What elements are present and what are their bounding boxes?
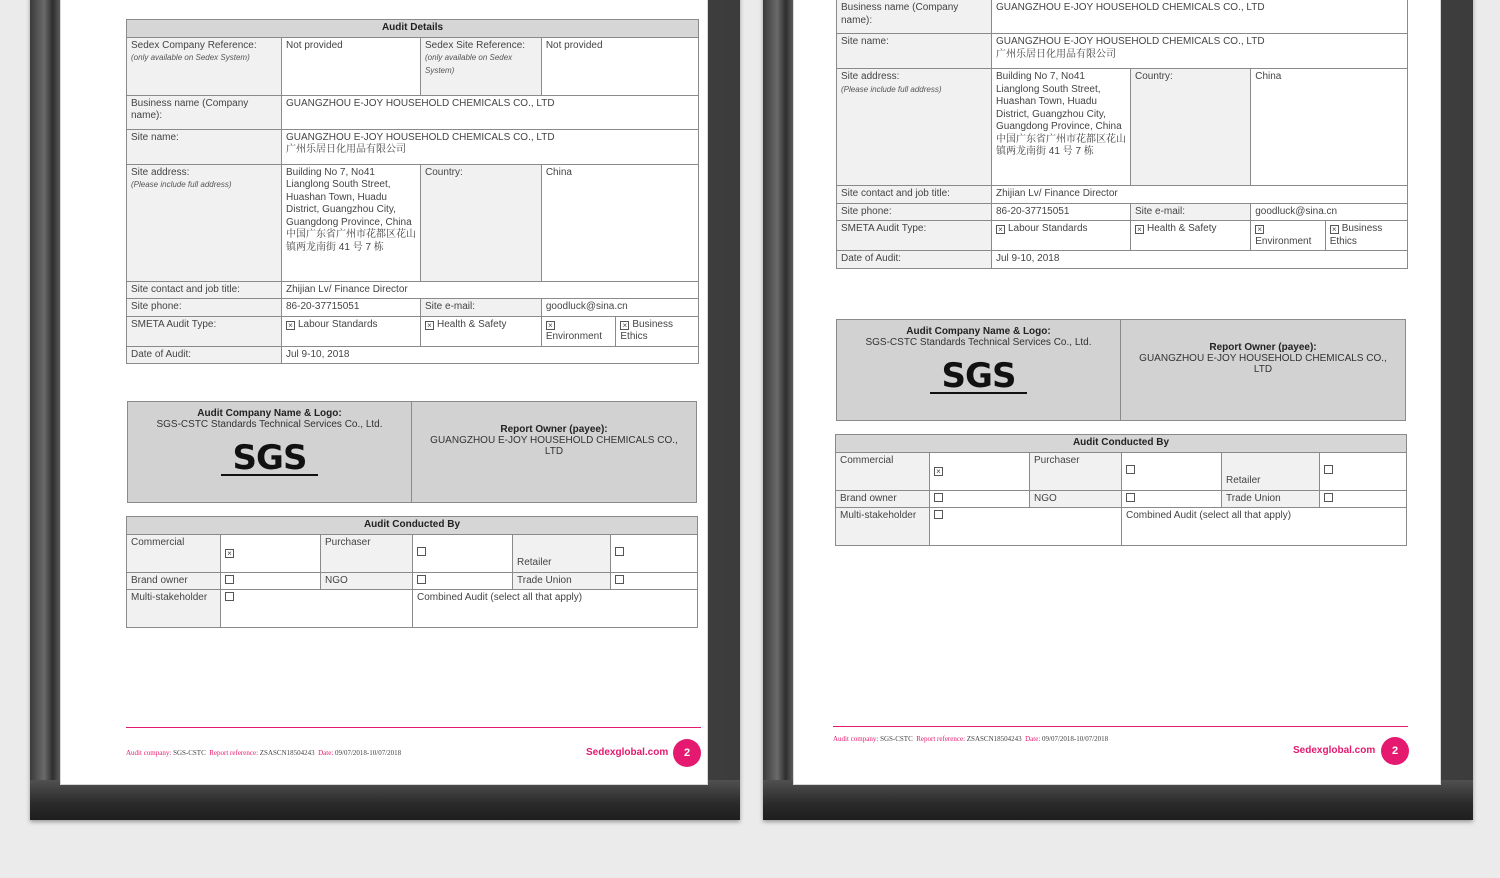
checkbox-icon	[934, 510, 943, 519]
audit-conducted-by-header: Audit Conducted By	[836, 435, 1407, 453]
smeta-labour-option: × Labour Standards	[992, 221, 1131, 251]
site-email-label: Site e-mail:	[421, 299, 542, 317]
checkbox-icon	[1324, 465, 1333, 474]
multi-stakeholder-checkbox	[221, 590, 413, 628]
business-name-value: GUANGZHOU E-JOY HOUSEHOLD CHEMICALS CO., LTD	[992, 0, 1408, 34]
site-name-label: Site name:	[837, 34, 992, 69]
sedex-url-link[interactable]: Sedexglobal.com	[586, 747, 669, 758]
checked-checkbox-icon: ×	[620, 321, 629, 330]
trade-union-checkbox	[611, 572, 698, 590]
checkbox-icon	[1126, 465, 1135, 474]
business-name-value: GUANGZHOU E-JOY HOUSEHOLD CHEMICALS CO., LTD	[282, 95, 699, 129]
audit-conducted-by-header: Audit Conducted By	[127, 517, 698, 535]
sedex-company-ref-value: Not provided	[282, 37, 421, 95]
checked-checkbox-icon: ×	[225, 549, 234, 558]
smeta-labour-option: × Labour Standards	[282, 316, 421, 346]
multi-stakeholder-label: Multi-stakeholder	[127, 590, 221, 628]
smeta-health-option: × Health & Safety	[421, 316, 542, 346]
site-contact-label: Site contact and job title:	[127, 281, 282, 299]
commercial-label: Commercial	[836, 452, 930, 490]
smeta-environment-option: ×Environment	[1251, 221, 1325, 251]
site-phone-value: 86-20-37715051	[282, 299, 421, 317]
audit-details-table	[836, 0, 1408, 269]
sedex-site-ref-value: Not provided	[541, 37, 698, 95]
smeta-ethics-option: × Business Ethics	[1325, 221, 1407, 251]
checked-checkbox-icon: ×	[1330, 225, 1339, 234]
purchaser-checkbox	[413, 534, 513, 572]
sedex-site-ref-label: Sedex Site Reference: (only available on Sedex System)	[421, 37, 542, 95]
date-of-audit-label: Date of Audit:	[837, 251, 992, 269]
site-contact-value: Zhijian Lv/ Finance Director	[992, 186, 1408, 204]
footer-divider	[833, 726, 1408, 727]
ngo-checkbox	[413, 572, 513, 590]
site-phone-label: Site phone:	[837, 203, 992, 221]
site-name-value: GUANGZHOU E-JOY HOUSEHOLD CHEMICALS CO., LTD 广州乐居日化用品有限公司	[992, 34, 1408, 69]
footer-divider	[126, 727, 701, 728]
business-name-label: Business name (Company name):	[837, 0, 992, 34]
checked-checkbox-icon: ×	[934, 467, 943, 476]
site-name-value: GUANGZHOU E-JOY HOUSEHOLD CHEMICALS CO., LTD 广州乐居日化用品有限公司	[282, 129, 699, 164]
checked-checkbox-icon: ×	[1135, 225, 1144, 234]
audit-company-logo-box	[836, 319, 1406, 421]
sgs-logo: SGS	[221, 442, 319, 476]
commercial-label: Commercial	[127, 534, 221, 572]
brand-owner-label: Brand owner	[836, 490, 930, 508]
audit-company-cell	[128, 402, 412, 502]
audit-details-header: Audit Details	[127, 20, 699, 38]
site-address-value: Building No 7, No41 Lianglong South Street, Huashan Town, Huadu District, Guangzhou City, Guangdong Province, China 中国广东省广州市花都区花山镇两龙南街 41 号 7 栋	[282, 164, 421, 281]
sgs-logo: SGS	[930, 360, 1028, 394]
purchaser-label: Purchaser	[321, 534, 413, 572]
audit-company-label: Audit Company Name & Logo:	[197, 408, 342, 419]
sedex-url-link[interactable]: Sedexglobal.com	[1293, 745, 1376, 756]
page-number-badge: 2	[673, 739, 701, 767]
retailer-label: Retailer	[513, 534, 611, 572]
ngo-label: NGO	[1030, 490, 1122, 508]
checkbox-icon	[1126, 493, 1135, 502]
checkbox-icon	[615, 547, 624, 556]
audit-details-table	[126, 19, 699, 364]
right-certificate-frame	[763, 0, 1473, 820]
report-owner-value: GUANGZHOU E-JOY HOUSEHOLD CHEMICALS CO., LTD	[430, 435, 678, 457]
date-of-audit-value: Jul 9-10, 2018	[282, 346, 699, 364]
checkbox-icon	[615, 575, 624, 584]
audit-company-name: SGS-CSTC Standards Technical Services Co., Ltd.	[156, 419, 383, 430]
audit-conducted-by-table	[835, 434, 1407, 546]
country-label: Country:	[1131, 69, 1251, 186]
checkbox-icon	[225, 575, 234, 584]
combined-audit-label: Combined Audit (select all that apply)	[1122, 508, 1407, 546]
smeta-audit-type-label: SMETA Audit Type:	[837, 221, 992, 251]
right-document-page	[793, 0, 1441, 785]
retailer-label: Retailer	[1222, 452, 1320, 490]
footer-reference-text: Audit company: SGS-CSTC Report reference: ZSASCN18504243 Date: 09/07/2018-10/07/2018	[126, 749, 402, 757]
checkbox-icon	[225, 592, 234, 601]
report-owner-value: GUANGZHOU E-JOY HOUSEHOLD CHEMICALS CO., LTD	[1139, 353, 1387, 375]
sedex-company-ref-label: Sedex Company Reference: (only available on Sedex System)	[127, 37, 282, 95]
smeta-health-option: × Health & Safety	[1131, 221, 1251, 251]
audit-company-label: Audit Company Name & Logo:	[906, 326, 1051, 337]
site-contact-value: Zhijian Lv/ Finance Director	[282, 281, 699, 299]
checked-checkbox-icon: ×	[425, 321, 434, 330]
purchaser-checkbox	[1122, 452, 1222, 490]
report-owner-cell	[412, 402, 696, 502]
brand-owner-label: Brand owner	[127, 572, 221, 590]
trade-union-label: Trade Union	[513, 572, 611, 590]
left-certificate-frame	[30, 0, 740, 820]
audit-conducted-by-table	[126, 516, 698, 628]
left-document-page	[60, 0, 708, 785]
brand-owner-checkbox	[930, 490, 1030, 508]
date-of-audit-label: Date of Audit:	[127, 346, 282, 364]
footer-reference-text: Audit company: SGS-CSTC Report reference: ZSASCN18504243 Date: 09/07/2018-10/07/2018	[833, 735, 1109, 743]
report-owner-cell	[1121, 320, 1405, 420]
checked-checkbox-icon: ×	[546, 321, 555, 330]
audit-company-cell	[837, 320, 1121, 420]
report-owner-label: Report Owner (payee):	[1209, 342, 1317, 353]
site-email-value: goodluck@sina.cn	[1251, 203, 1408, 221]
audit-company-logo-box	[127, 401, 697, 503]
commercial-checkbox	[221, 534, 321, 572]
ngo-label: NGO	[321, 572, 413, 590]
date-of-audit-value: Jul 9-10, 2018	[992, 251, 1408, 269]
smeta-audit-type-label: SMETA Audit Type:	[127, 316, 282, 346]
retailer-checkbox	[611, 534, 698, 572]
checkbox-icon	[417, 575, 426, 584]
brand-owner-checkbox	[221, 572, 321, 590]
trade-union-label: Trade Union	[1222, 490, 1320, 508]
site-email-label: Site e-mail:	[1131, 203, 1251, 221]
smeta-ethics-option: × Business Ethics	[616, 316, 699, 346]
country-value: China	[1251, 69, 1408, 186]
site-phone-value: 86-20-37715051	[992, 203, 1131, 221]
commercial-checkbox	[930, 452, 1030, 490]
site-address-label: Site address: (Please include full address)	[837, 69, 992, 186]
checkbox-icon	[934, 493, 943, 502]
audit-company-name: SGS-CSTC Standards Technical Services Co., Ltd.	[865, 337, 1092, 348]
purchaser-label: Purchaser	[1030, 452, 1122, 490]
site-contact-label: Site contact and job title:	[837, 186, 992, 204]
combined-audit-label: Combined Audit (select all that apply)	[413, 590, 698, 628]
site-phone-label: Site phone:	[127, 299, 282, 317]
business-name-label: Business name (Company name):	[127, 95, 282, 129]
ngo-checkbox	[1122, 490, 1222, 508]
checkbox-icon	[1324, 493, 1333, 502]
checked-checkbox-icon: ×	[286, 321, 295, 330]
site-name-label: Site name:	[127, 129, 282, 164]
site-address-value: Building No 7, No41 Lianglong South Street, Huashan Town, Huadu District, Guangzhou City, Guangdong Province, China 中国广东省广州市花都区花山镇两龙南街 41 号 7 栋	[992, 69, 1131, 186]
smeta-environment-option: ×Environment	[541, 316, 616, 346]
page-number-badge: 2	[1381, 737, 1409, 765]
retailer-checkbox	[1320, 452, 1407, 490]
report-owner-label: Report Owner (payee):	[500, 424, 608, 435]
checked-checkbox-icon: ×	[1255, 225, 1264, 234]
checkbox-icon	[417, 547, 426, 556]
checked-checkbox-icon: ×	[996, 225, 1005, 234]
site-address-label: Site address: (Please include full address)	[127, 164, 282, 281]
multi-stakeholder-label: Multi-stakeholder	[836, 508, 930, 546]
site-email-value: goodluck@sina.cn	[541, 299, 698, 317]
country-label: Country:	[421, 164, 542, 281]
multi-stakeholder-checkbox	[930, 508, 1122, 546]
trade-union-checkbox	[1320, 490, 1407, 508]
country-value: China	[541, 164, 698, 281]
